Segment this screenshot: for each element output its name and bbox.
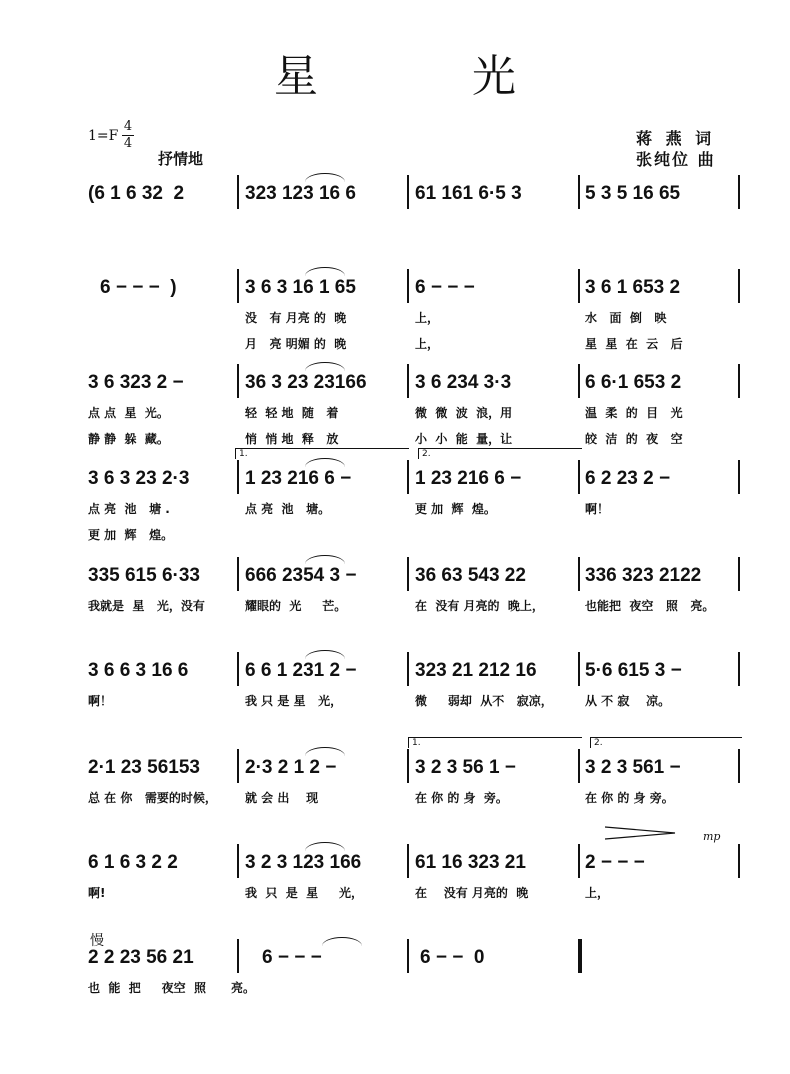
slur-mark	[305, 842, 345, 851]
barline	[578, 844, 580, 878]
measure-notes: 6 − − − )	[100, 277, 177, 298]
lyric-text: 上，	[585, 886, 610, 900]
lyric-text: 没 有 月亮 的 晚	[245, 311, 347, 325]
lyric-text: 在 没有 月亮的 晚	[415, 886, 529, 900]
barline	[738, 844, 740, 878]
lyric-text: 更 加 辉 煌。	[88, 528, 174, 542]
barline	[738, 175, 740, 209]
dynamic-mark: mp	[703, 830, 721, 843]
measure-notes: 2·1 23 56153	[88, 757, 200, 778]
lyric-text: 我 只 是 星 光，	[245, 886, 363, 900]
final-barline	[578, 939, 582, 973]
composer: 张纯位 曲	[636, 150, 716, 169]
lyric-text: 啊！	[88, 694, 113, 708]
measure-notes: 6 6·1 653 2	[585, 372, 682, 393]
barline	[407, 844, 409, 878]
volta-bracket: 1.	[408, 737, 582, 748]
barline	[738, 364, 740, 398]
slur-mark	[305, 362, 345, 371]
measure-notes: 3 6 234 3·3	[415, 372, 512, 393]
volta-bracket: 2.	[590, 737, 742, 748]
measure-notes: 3 6 1 653 2	[585, 277, 681, 298]
lyric-text: 总 在 你 需要的时候，	[88, 791, 217, 805]
lyric-text: 星 星 在 云 后	[585, 337, 683, 351]
lyric-text: 更 加 辉 煌。	[415, 502, 496, 516]
lyric-text: 从 不 寂 凉。	[585, 694, 671, 708]
lyric-text: 点 亮 池 塘。	[245, 502, 331, 516]
slow-mark: 慢	[90, 933, 104, 949]
measure-notes: 3 6 6 3 16 6	[88, 660, 189, 681]
measure-notes: 3 6 323 2 −	[88, 372, 184, 393]
time-bottom: 4	[123, 136, 133, 151]
barline	[237, 175, 239, 209]
slur-mark	[305, 747, 345, 756]
decrescendo-hairpin	[605, 825, 685, 841]
measure-notes: 666 2354 3 −	[245, 565, 357, 586]
volta-bracket: 1.	[235, 448, 409, 459]
slur-mark	[322, 937, 362, 946]
volta-bracket: 2.	[418, 448, 582, 459]
lyric-text: 也 能 把 夜空 照 亮。	[88, 981, 256, 995]
time-top: 4	[123, 119, 133, 134]
lyric-text: 我 只 是 星 光，	[245, 694, 343, 708]
lyric-text: 上，	[415, 311, 440, 325]
lyric-text: 啊!	[88, 886, 106, 900]
barline	[738, 652, 740, 686]
page-title: 星 光	[274, 51, 586, 102]
measure-notes: 3 6 3 16 1 65	[245, 277, 356, 298]
lyric-text: 轻 轻 地 随 着	[245, 406, 339, 420]
measure-notes: 2·3 2 1 2 −	[245, 757, 337, 778]
lyric-text: 在 你 的 身 旁。	[415, 791, 508, 805]
barline	[407, 175, 409, 209]
lyric-text: 点 点 星 光。	[88, 406, 169, 420]
barline	[738, 460, 740, 494]
barline	[407, 939, 409, 973]
barline	[237, 364, 239, 398]
measure-notes: 3 2 3 56 1 −	[415, 757, 516, 778]
measure-notes: 3 6 3 23 2·3	[88, 468, 190, 489]
barline	[407, 749, 409, 783]
lyric-text: 月 亮 明媚 的 晚	[245, 337, 347, 351]
measure-notes: 61 161 6·5 3	[415, 183, 522, 204]
barline	[738, 749, 740, 783]
lyricist: 蒋 燕 词	[636, 129, 716, 148]
measure-notes: 335 615 6·33	[88, 565, 200, 586]
barline	[578, 269, 580, 303]
measure-notes: 36 63 543 22	[415, 565, 526, 586]
measure-notes: 2 − − −	[585, 852, 645, 873]
measure-notes: 6 − − −	[262, 947, 322, 968]
lyric-text: 微 微 波 浪，用	[415, 406, 513, 420]
barline	[237, 269, 239, 303]
barline	[578, 652, 580, 686]
lyric-text: 微 弱却 从不 寂凉，	[415, 694, 553, 708]
lyric-text: 点 亮 池 塘 .	[88, 502, 170, 516]
barline	[237, 749, 239, 783]
barline	[407, 557, 409, 591]
lyric-text: 上，	[415, 337, 440, 351]
measure-notes: 5·6 615 3 −	[585, 660, 682, 681]
barline	[407, 652, 409, 686]
barline	[578, 460, 580, 494]
barline	[578, 749, 580, 783]
time-signature	[122, 120, 134, 151]
measure-notes: 1 23 216 6 −	[245, 468, 352, 489]
measure-notes: 1 23 216 6 −	[415, 468, 522, 489]
barline	[578, 557, 580, 591]
measure-notes: 6 6 1 231 2 −	[245, 660, 357, 681]
lyric-text: 也能把 夜空 照 亮。	[585, 599, 715, 613]
barline	[407, 460, 409, 494]
measure-notes: 6 2 23 2 −	[585, 468, 671, 489]
barline	[578, 175, 580, 209]
measure-notes: (6 1 6 32 2	[88, 183, 185, 204]
barline	[407, 269, 409, 303]
measure-notes: 36 3 23 23166	[245, 372, 367, 393]
lyric-text: 水 面 倒 映	[585, 311, 667, 325]
lyric-text: 啊！	[585, 502, 610, 516]
slur-mark	[305, 173, 345, 182]
barline	[578, 364, 580, 398]
measure-notes: 6 − − 0	[420, 947, 485, 968]
barline	[738, 557, 740, 591]
lyric-text: 静 静 躲 藏。	[88, 432, 169, 446]
key-signature: 1=F	[88, 128, 119, 144]
barline	[407, 364, 409, 398]
tempo-mark: 抒情地	[158, 150, 204, 168]
barline	[237, 939, 239, 973]
lyric-text: 耀眼的 光 芒。	[245, 599, 347, 613]
measure-notes: 6 − − −	[415, 277, 475, 298]
measure-notes: 3 2 3 561 −	[585, 757, 681, 778]
measure-notes: 3 2 3 123 166	[245, 852, 362, 873]
barline	[738, 269, 740, 303]
lyric-text: 温 柔 的 目 光	[585, 406, 683, 420]
slur-mark	[305, 458, 345, 467]
measure-notes: 323 21 212 16	[415, 660, 537, 681]
lyric-text: 悄 悄 地 释 放	[245, 432, 339, 446]
slur-mark	[305, 650, 345, 659]
lyric-text: 小 小 能 量，让	[415, 432, 513, 446]
measure-notes: 5 3 5 16 65	[585, 183, 681, 204]
barline	[237, 844, 239, 878]
measure-notes: 2 2 23 56 21	[88, 947, 194, 968]
lyric-text: 在 你 的 身 旁。	[585, 791, 674, 805]
measure-notes: 323 123 16 6	[245, 183, 356, 204]
measure-notes: 6 1 6 3 2 2	[88, 852, 178, 873]
lyric-text: 就 会 出 现	[245, 791, 319, 805]
lyric-text: 在 没有 月亮的 晚上，	[415, 599, 544, 613]
barline	[237, 652, 239, 686]
barline	[237, 460, 239, 494]
slur-mark	[305, 267, 345, 276]
measure-notes: 61 16 323 21	[415, 852, 526, 873]
barline	[237, 557, 239, 591]
lyric-text: 我就是 星 光，没有	[88, 599, 205, 613]
slur-mark	[305, 555, 345, 564]
measure-notes: 336 323 2122	[585, 565, 702, 586]
lyric-text: 皎 洁 的 夜 空	[585, 432, 683, 446]
